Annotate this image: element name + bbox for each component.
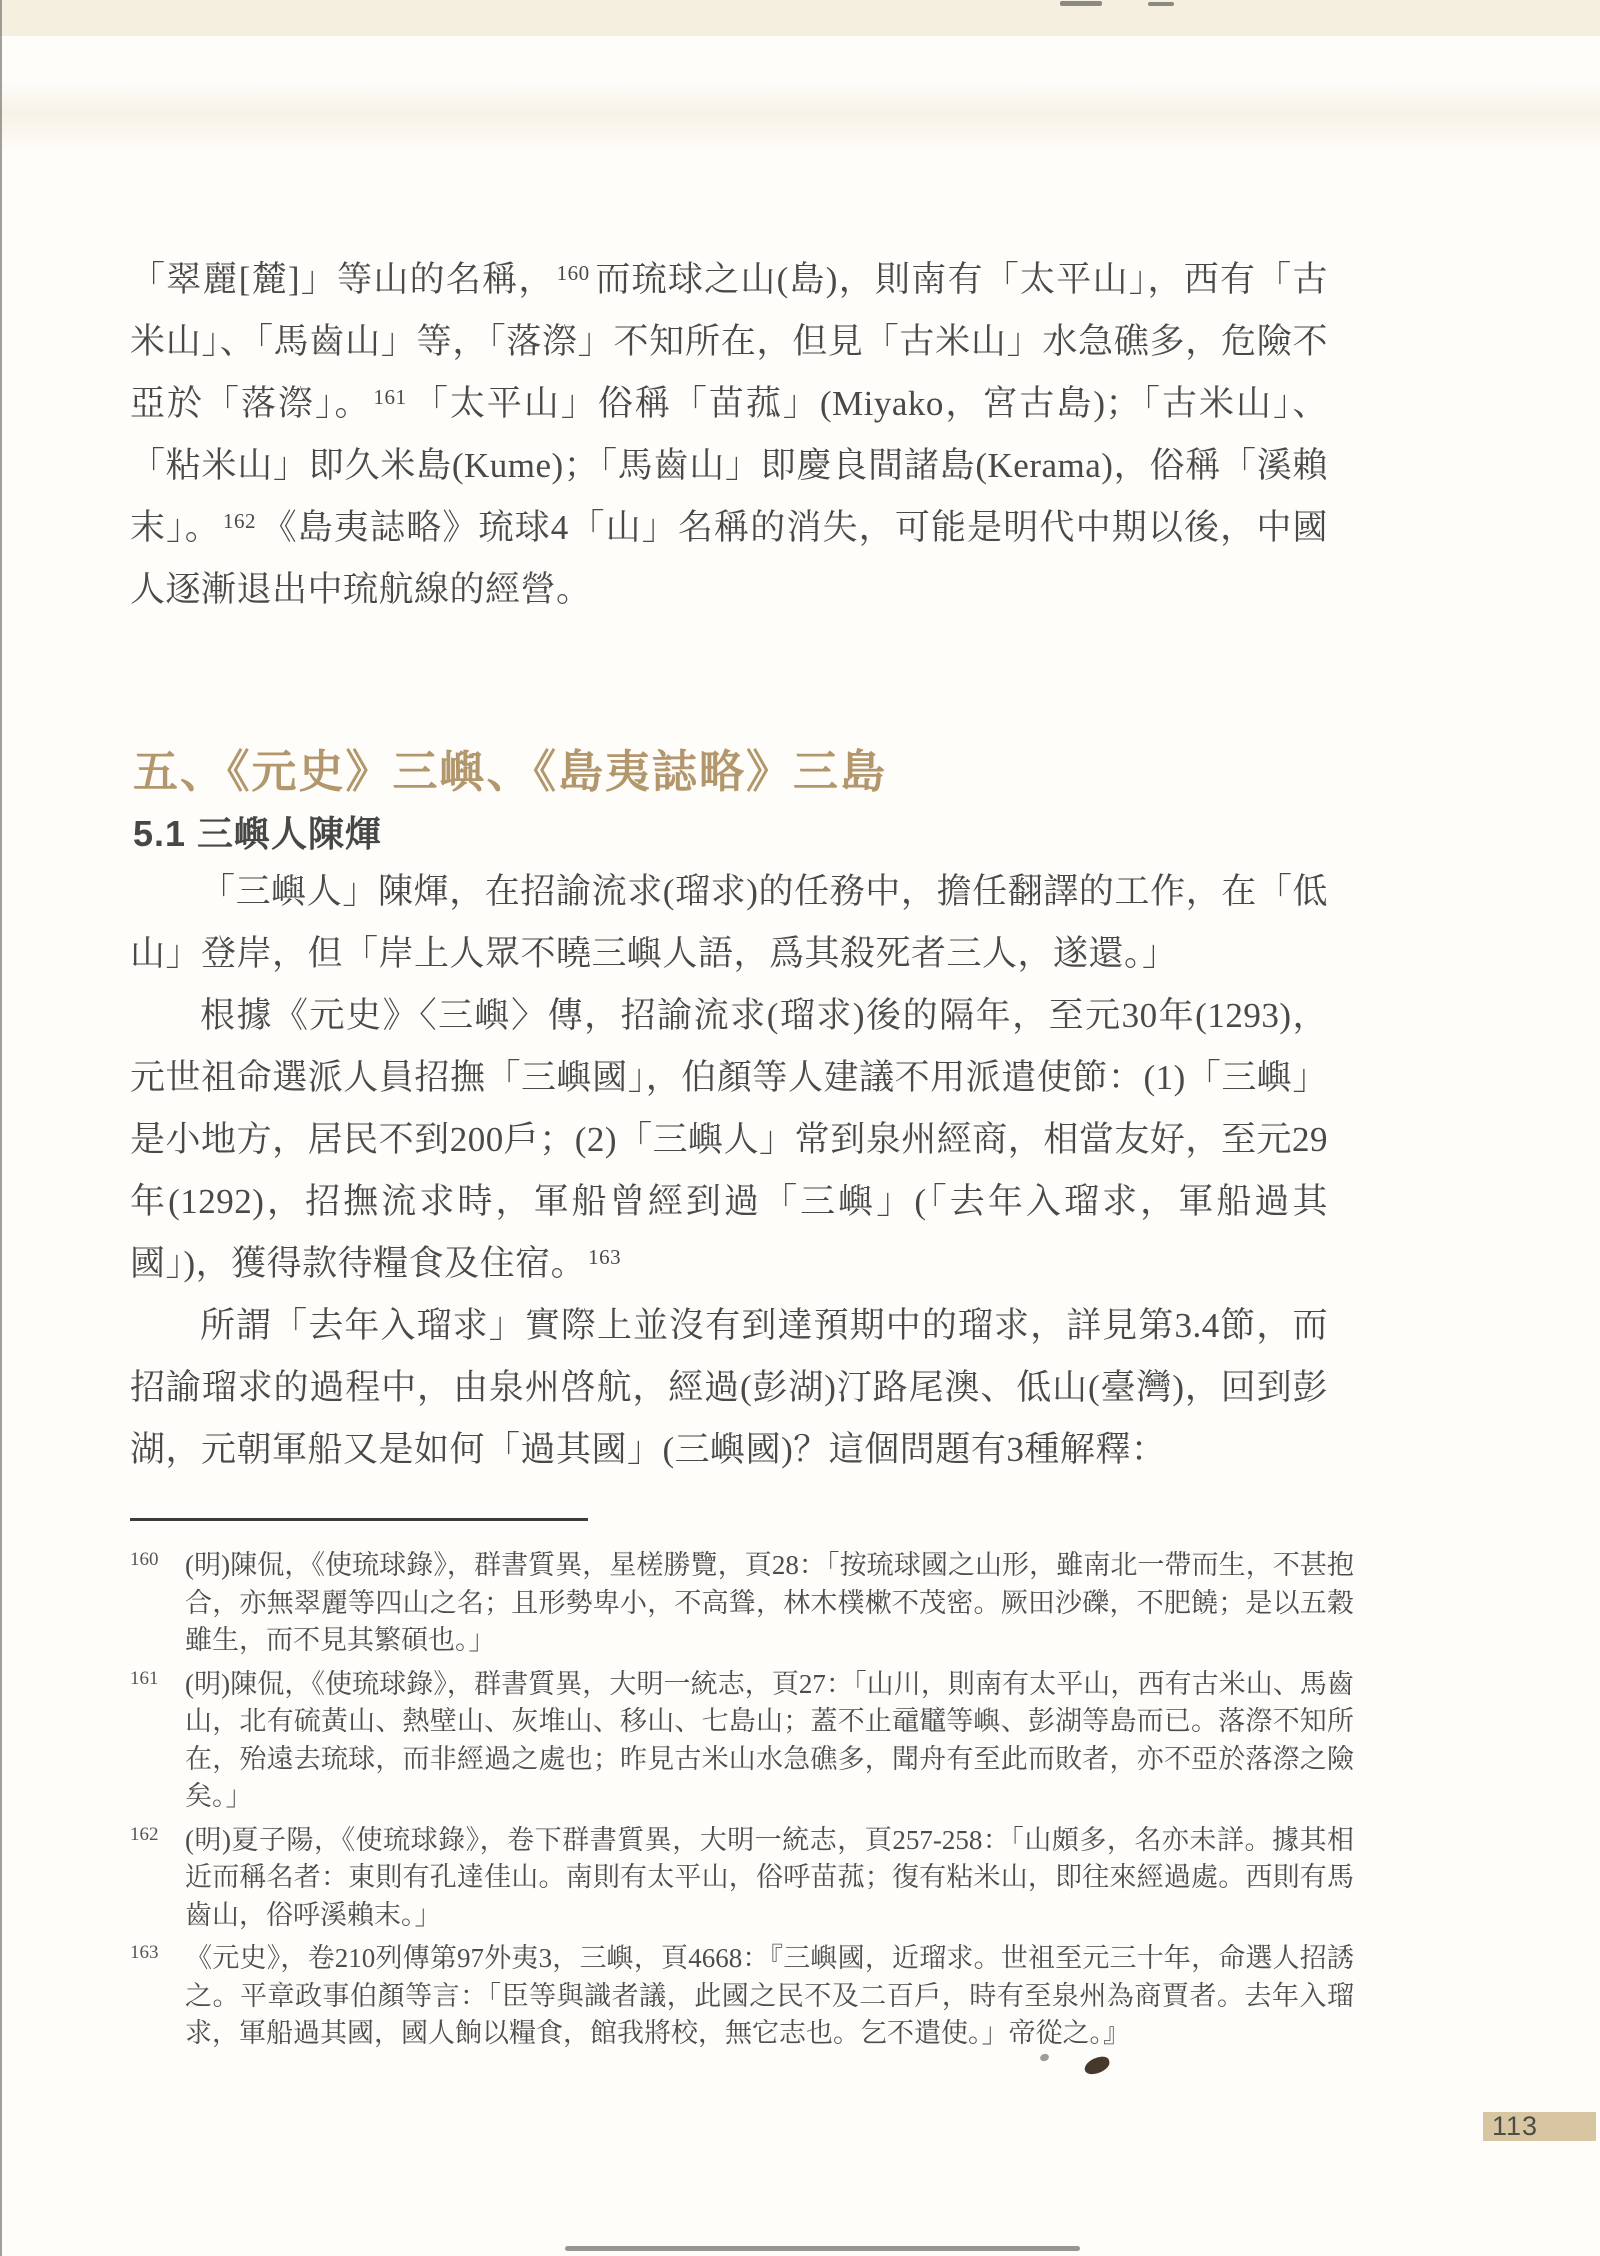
scan-bottom-mark	[565, 2246, 1080, 2251]
scan-top-band	[0, 0, 1600, 36]
footnote-number: 162	[130, 1823, 159, 1845]
scan-shadow-band	[0, 80, 1600, 155]
body-text	[130, 861, 1328, 1481]
scan-edge-line	[0, 0, 2, 2256]
ink-smudge	[1082, 2054, 1111, 2076]
footnote: 160 (明)陳侃，《使琉球錄》，群書質異，星槎勝覽，頁28：「按琉球國之山形，雖南北一帶而生，不甚抱合，亦無翠麗等四山之名；且形勢卑小，不高聳，林木樸樕不茂密。厥田沙礫，不肥饒；是以五穀雖生，而不見其繁碩也。」	[130, 1541, 1354, 1660]
ink-smudge	[1039, 2053, 1050, 2062]
footnote-number: 163	[130, 1942, 159, 1963]
footnotes	[130, 1541, 1354, 2053]
section-heading: 五、《元史》三嶼、《島夷誌略》三島	[133, 746, 888, 797]
page-number-badge	[1483, 2112, 1596, 2141]
body-paragraph: 根據《元史》〈三嶼〉傳，招諭流求(瑠求)後的隔年，至元30年(1293)，元世祖命選派人員招撫「三嶼國」，伯顏等人建議不用派遣使節：(1)「三嶼」是小地方，居民不到200戶；(2)「三嶼人」常到泉州經商，相當友好，至元29年(1292)，招撫流求時，軍船曾經到過「三嶼」(「去年入瑠求，軍船過其國」)，獲得款待糧食及住宿。$^{163}$	[130, 996, 1328, 1283]
body-paragraph: 「三嶼人」陳煇，在招諭流求(瑠求)的任務中，擔任翻譯的工作，在「低山」登岸，但「岸上人眾不曉三嶼人語，爲其殺死者三人，遂還。」	[130, 872, 1328, 973]
footnote: 163 《元史》，卷210列傳第97外夷3，三嶼，頁4668：『三嶼國，近瑠求。世祖至元三十年，命選人招誘之。平章政事伯顏等言：「臣等與識者議，此國之民不及二百戶，時有至泉州為商賈者。去年入瑠求，軍船過其國，國人餉以糧食，館我將校，無它志也。乞不遣使。」帝從之。』	[130, 1934, 1354, 2053]
section-subheading: 5.1 三嶼人陳煇	[133, 813, 383, 854]
scan-speck	[1060, 1, 1102, 6]
continued-paragraph	[130, 249, 1328, 621]
body-paragraph: 「翠麗[麓]」等山的名稱，$^{160}$ 而琉球之山(島)，則南有「太平山」，西有「古米山」、「馬齒山」等，「落漈」不知所在，但見「古米山」水急礁多，危險不亞於「落漈」。$^{161}$ 「太平山」俗稱「苗菰」(Miyako，宮古島)；「古米山」、「粘米山」即久米島(Kume)；「馬齒山」即慶良間諸島(Kerama)，俗稱「溪賴末」。$^{162}$ 《島夷誌略》琉球4「山」名稱的消失，可能是明代中期以後，中國人逐漸退出中琉航線的經營。	[130, 260, 1329, 609]
footnote-ref: 162	[222, 509, 256, 533]
footnote-number: 161	[130, 1667, 159, 1689]
scan-speck	[1148, 2, 1174, 6]
footnote-ref: 163	[588, 1245, 622, 1269]
page-number: 113	[1492, 2111, 1539, 2141]
footnote: 162 (明)夏子陽，《使琉球錄》，卷下群書質異，大明一統志，頁257-258：「山頗多，名亦未詳。據其相近而稱名者：東則有孔達佳山。南則有太平山，俗呼苗菰；復有粘米山，即往來經過處。西則有馬齒山，俗呼溪賴末。」	[130, 1816, 1354, 1935]
body-paragraph: 所謂「去年入瑠求」實際上並沒有到達預期中的瑠求，詳見第3.4節，而招諭瑠求的過程中，由泉州啓航，經過(彭湖)汀路尾澳、低山(臺灣)，回到彭湖，元朝軍船又是如何「過其國」(三嶼國)？這個問題有3種解釋：	[130, 1306, 1328, 1469]
footnote-separator	[130, 1518, 588, 1521]
footnote-ref: 161	[373, 385, 407, 409]
footnote-number: 160	[130, 1549, 159, 1570]
footnote: 161 (明)陳侃，《使琉球錄》，群書質異，大明一統志，頁27：「山川，則南有太平山，西有古米山、馬齒山，北有硫黃山、熱壁山、灰堆山、移山、七島山；蓋不止黿鼊等嶼、彭湖等島而已。落漈不知所在，殆遠去琉球，而非經過之處也；昨見古米山水急礁多，聞舟有至此而敗者，亦不亞於落漈之險矣。」	[130, 1660, 1354, 1816]
footnote-ref: 160	[556, 261, 590, 285]
